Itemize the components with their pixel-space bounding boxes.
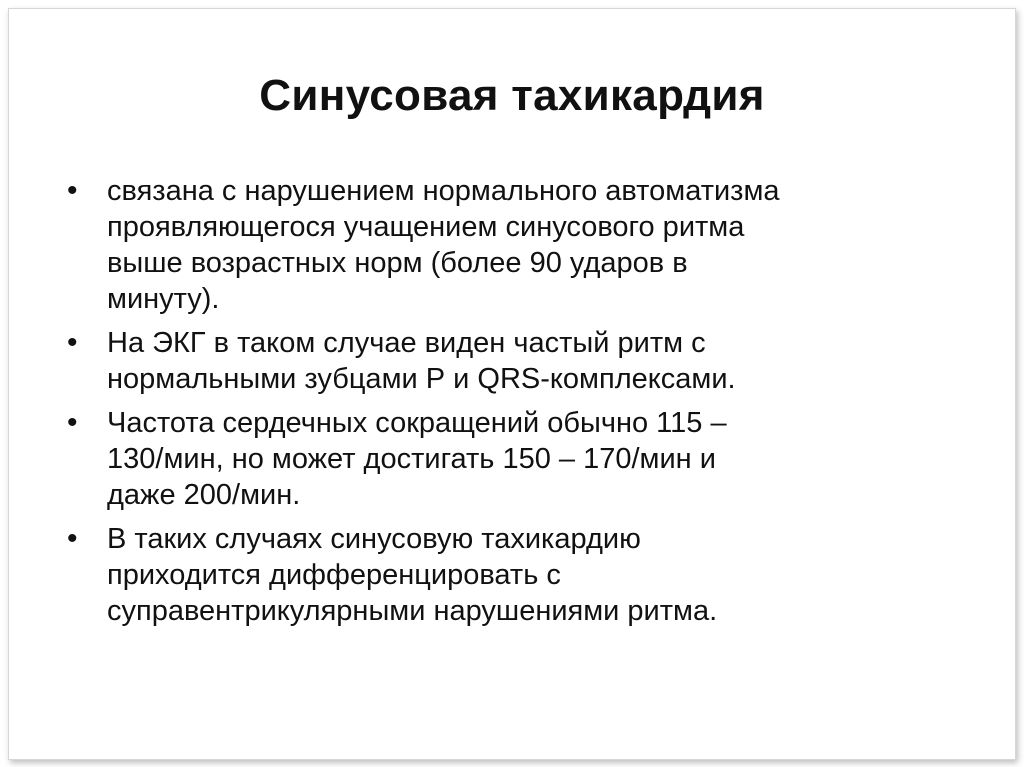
slide-title: Синусовая тахикардия — [259, 71, 765, 120]
bullet-line: связана с нарушением нормального автоматизма — [107, 175, 780, 207]
bullet-line: проявляющегося учащением синусового ритма — [107, 211, 745, 243]
bullet-text — [107, 325, 736, 397]
bullet-line: нормальными зубцами Р и QRS-комплексами. — [107, 363, 736, 395]
bullet-text — [107, 405, 727, 513]
bullet-marker: • — [67, 174, 78, 207]
bullet-line: минуту). — [107, 283, 220, 315]
bullet-line: выше возрастных норм (более 90 ударов в — [107, 247, 688, 279]
bullet-item-4 — [67, 521, 947, 629]
bullet-line: На ЭКГ в таком случае виден частый ритм с — [107, 327, 706, 359]
bullet-line: Частота сердечных сокращений обычно 115 – — [107, 407, 727, 439]
bullet-item-1 — [67, 173, 947, 317]
bullet-line: 130/мин, но может достигать 150 – 170/мин и — [107, 443, 716, 475]
bullet-text — [107, 521, 717, 629]
bullet-item-2 — [67, 325, 947, 397]
slide — [8, 8, 1016, 760]
bullet-marker: • — [67, 326, 78, 359]
bullet-marker: • — [67, 522, 78, 555]
bullet-list — [67, 173, 947, 637]
bullet-text — [107, 173, 780, 317]
bullet-item-3 — [67, 405, 947, 513]
bullet-line: суправентрикулярными нарушениями ритма. — [107, 595, 718, 627]
bullet-line: даже 200/мин. — [107, 479, 301, 511]
bullet-line: приходится дифференцировать с — [107, 559, 561, 591]
bullet-line: В таких случаях синусовую тахикардию — [107, 523, 641, 555]
bullet-marker: • — [67, 406, 78, 439]
